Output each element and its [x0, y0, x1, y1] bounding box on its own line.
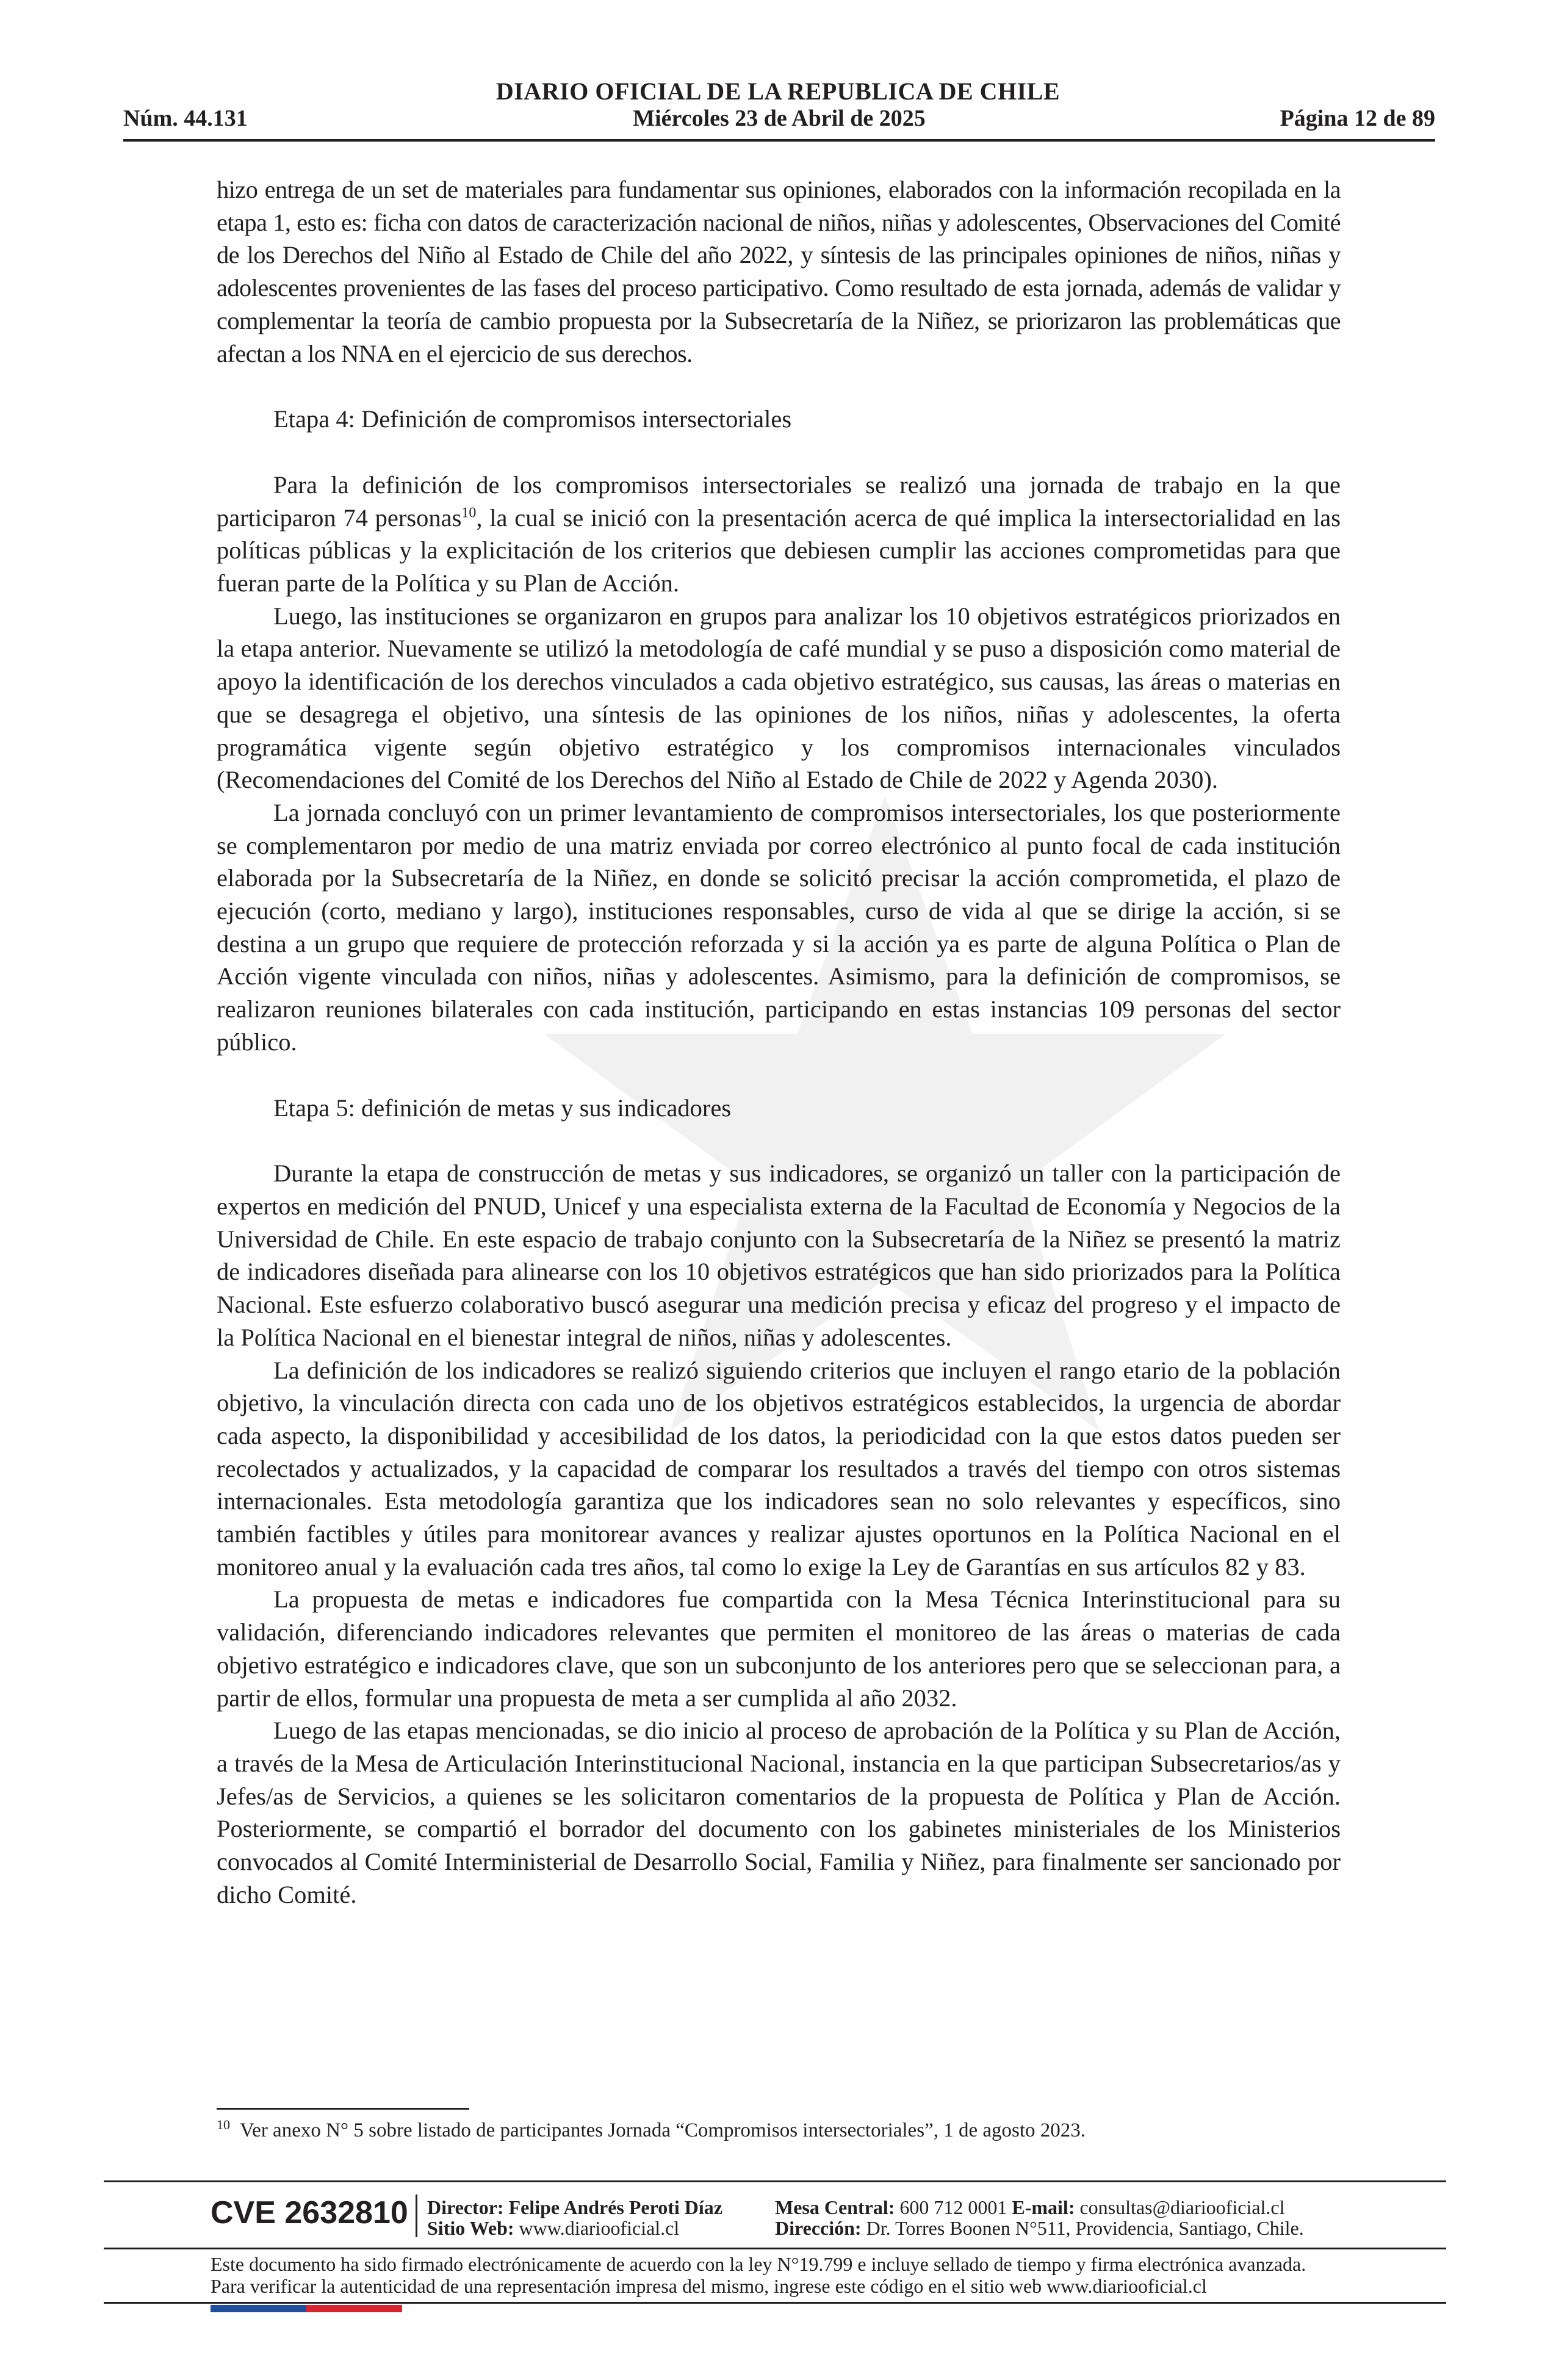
- mesa-central-label: Mesa Central:: [775, 2196, 895, 2218]
- page-number: Página 12 de 89: [1280, 106, 1435, 131]
- footer-rule-mid: [104, 2248, 1446, 2249]
- email-label: E-mail:: [1012, 2196, 1075, 2218]
- header-rule: [123, 139, 1435, 142]
- footnote: [217, 2118, 1341, 2143]
- publication-title: DIARIO OFICIAL DE LA REPUBLICA DE CHILE: [495, 78, 1061, 105]
- paragraph-2-after: , la cual se inició con la presentación acerca de qué implica la intersectorialidad en las políticas públicas y la explicitación de los criterios que debiesen cumplir las acciones comprometidas para que fueran parte de la Política y su Plan de Acción.: [217, 503, 1341, 597]
- footer-rule-top: [104, 2180, 1446, 2182]
- email-link[interactable]: consultas@diariooficial.cl: [1079, 2196, 1285, 2218]
- paragraph-1: hizo entrega de un set de materiales para fundamentar sus opiniones, elaborados con la información recopilada en la etapa 1, esto es: ficha con datos de caracterización nacional de niños, niñas y adolescentes, Observaciones del Comité de los Derechos del Niño al Estado de Chile del año 2022, y síntesis de las principales opiniones de niños, niñas y adolescentes provenientes de las fases del proceso participativo. Como resultado de esta jornada, además de validar y complementar la teoría de cambio propuesta por la Subsecretaría de la Niñez, se priorizaron las problemáticas que afectan a los NNA en el ejercicio de sus derechos.: [217, 176, 1341, 367]
- paragraph-3: Luego, las instituciones se organizaron en grupos para analizar los 10 objetivos estratégicos priorizados en la etapa anterior. Nuevamente se utilizó la metodología de café mundial y se puso a disposición como material de apoyo la identificación de los derechos vinculados a cada objetivo estratégico, sus causas, las áreas o materias en que se desagrega el objetivo, una síntesis de las opiniones de los niños, niñas y adolescentes, la oferta programática vigente según objetivo estratégico y los compromisos internacionales vinculados (Recomendaciones del Comité de los Derechos del Niño al Estado de Chile de 2022 y Agenda 2030).: [217, 602, 1341, 794]
- direccion-value: Dr. Torres Boonen N°511, Providencia, Santiago, Chile.: [866, 2217, 1304, 2239]
- stage-4-heading: Etapa 4: Definición de compromisos intersectoriales: [273, 405, 792, 433]
- paragraph-7: La propuesta de metas e indicadores fue compartida con la Mesa Técnica Interinstitucional para su validación, diferenciando indicadores relevantes que permiten el monitoreo de las áreas o materias de cada objetivo estratégico e indicadores clave, que son un subconjunto de los anteriores pero que se seleccionan para, a partir de ellos, formular una propuesta de meta a ser cumplida al año 2032.: [217, 1585, 1341, 1712]
- flag-red-stripe: [306, 2305, 402, 2312]
- footnote-ref-10: 10: [461, 505, 477, 521]
- issue-number: Núm. 44.131: [123, 106, 248, 131]
- issue-date: Miércoles 23 de Abril de 2025: [633, 106, 926, 131]
- header-row: [123, 105, 1435, 139]
- footer-divider: [416, 2194, 417, 2237]
- paragraph-5: Durante la etapa de construcción de metas y sus indicadores, se organizó un taller con la participación de expertos en medición del PNUD, Unicef y una especialista externa de la Facultad de Economía y Negocios de la Universidad de Chile. En este espacio de trabajo conjunto con la Subsecretaría de la Niñez se presentó la matriz de indicadores diseñada para alinearse con los 10 objetivos estratégicos que han sido priorizados para la Política Nacional. Este esfuerzo colaborativo buscó asegurar una medición precisa y eficaz del progreso y el impacto de la Política Nacional en el bienestar integral de niños, niñas y adolescentes.: [217, 1159, 1341, 1351]
- flag-blue-stripe: [211, 2305, 306, 2312]
- footer-director-block: [427, 2197, 722, 2238]
- direccion-label: Dirección:: [775, 2217, 862, 2239]
- footer-contact-block: [775, 2197, 1304, 2238]
- footnote-text: Ver anexo N° 5 sobre listado de participantes Jornada “Compromisos intersectoriales”, 1 de agosto 2023.: [240, 2119, 1086, 2141]
- stage-5-heading: Etapa 5: definición de metas y sus indicadores: [273, 1094, 732, 1122]
- paragraph-8: Luego de las etapas mencionadas, se dio inicio al proceso de aprobación de la Política y su Plan de Acción, a través de la Mesa de Articulación Interinstitucional Nacional, instancia en la que participan Subsecretarios/as y Jefes/as de Servicios, a quienes se les solicitaron comentarios de la propuesta de Política y Plan de Acción. Posteriormente, se compartió el borrador del documento con los gabinetes ministeriales de los Ministerios convocados al Comité Interministerial de Desarrollo Social, Familia y Niñez, para finalmente ser sancionado por dicho Comité.: [217, 1717, 1341, 1908]
- paragraph-6: La definición de los indicadores se realizó siguiendo criterios que incluyen el rango etario de la población objetivo, la vinculación directa con cada uno de los objetivos estratégicos establecidos, la urgencia de abordar cada aspecto, la disponibilidad y accesibilidad de los datos, la periodicidad con la que estos datos pueden ser recolectados y actualizados, y la capacidad de comparar los resultados a través del tiempo con otros sistemas internacionales. Esta metodología garantiza que los indicadores sean no solo relevantes y específicos, sino también factibles y útiles para monitorear avances y realizar ajustes oportunos en la Política Nacional en el monitoreo anual y la evaluación cada tres años, tal como lo exige la Ley de Garantías en sus artículos 82 y 83.: [217, 1356, 1341, 1581]
- director-name: Felipe Andrés Peroti Díaz: [508, 2196, 722, 2218]
- paragraph-2-before: Para la definición de los compromisos intersectoriales se realizó una jornada de trabajo en la que participaron 74 personas: [217, 471, 1341, 532]
- paragraph-2: [217, 469, 1341, 600]
- article-body: [217, 173, 1341, 1911]
- footnote-rule: [217, 2108, 469, 2110]
- cve-code: CVE 2632810: [211, 2195, 408, 2230]
- signature-notice: Este documento ha sido firmado electrónicamente de acuerdo con la ley N°19.799 e incluye sellado de tiempo y firma electrónica avanzada. Para verificar la autenticidad de una representación impresa del mismo, ingrese este código en el sitio web www.diariooficial.cl: [211, 2253, 1306, 2297]
- paragraph-4: La jornada concluyó con un primer levantamiento de compromisos intersectoriales, los que posteriormente se complementaron por medio de una matriz enviada por correo electrónico al punto focal de cada institución elaborada por la Subsecretaría de la Niñez, en donde se solicitó precisar la acción comprometida, el plazo de ejecución (corto, mediano y largo), instituciones responsables, curso de vida al que se dirige la acción, si se destina a un grupo que requiere de protección reforzada y si la acción ya es parte de alguna Política o Plan de Acción vigente vinculada con niños, niñas y adolescentes. Asimismo, para la definición de compromisos, se realizaron reuniones bilaterales con cada institución, participando en estas instancias 109 personas del sector público.: [217, 798, 1341, 1056]
- website-label: Sitio Web:: [427, 2217, 514, 2239]
- mesa-central-phone: 600 712 0001: [899, 2196, 1007, 2218]
- footer-rule-bottom: [104, 2302, 1446, 2304]
- footnote-marker: 10: [217, 2117, 230, 2132]
- website-link[interactable]: www.diariooficial.cl: [519, 2217, 680, 2239]
- director-label: Director:: [427, 2196, 504, 2218]
- flag-bar: [211, 2305, 402, 2312]
